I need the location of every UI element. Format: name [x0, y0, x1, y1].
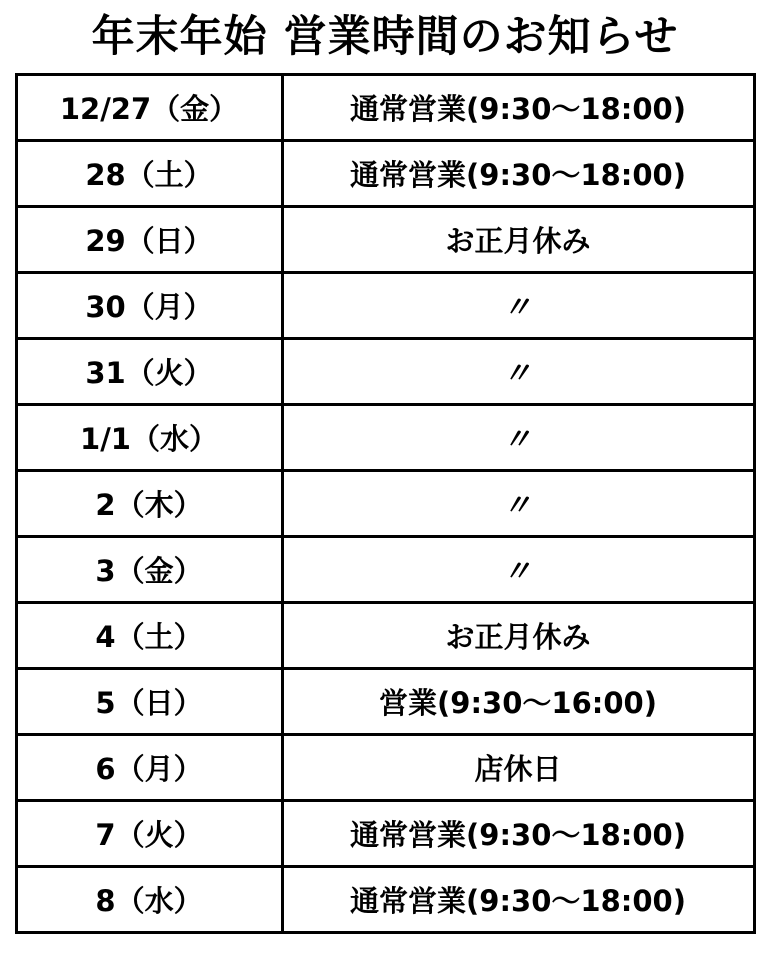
table-row	[16, 339, 754, 405]
cell-status: 通常営業(9:30〜18:00)	[282, 867, 754, 933]
cell-date: 3（金）	[16, 537, 282, 603]
cell-status: 店休日	[282, 735, 754, 801]
cell-date: 8（水）	[16, 867, 282, 933]
cell-date: 6（月）	[16, 735, 282, 801]
cell-date: 30（月）	[16, 273, 282, 339]
cell-date: 5（日）	[16, 669, 282, 735]
table-row	[16, 801, 754, 867]
cell-date: 7（火）	[16, 801, 282, 867]
cell-status: お正月休み	[282, 207, 754, 273]
cell-status: 〃	[282, 405, 754, 471]
table-row	[16, 75, 754, 141]
cell-status: 〃	[282, 273, 754, 339]
cell-status: 通常営業(9:30〜18:00)	[282, 75, 754, 141]
cell-status: お正月休み	[282, 603, 754, 669]
table-row	[16, 669, 754, 735]
table-row	[16, 141, 754, 207]
cell-status: 〃	[282, 339, 754, 405]
table-row	[16, 735, 754, 801]
cell-status: 〃	[282, 537, 754, 603]
cell-status: 通常営業(9:30〜18:00)	[282, 141, 754, 207]
cell-date: 31（火）	[16, 339, 282, 405]
cell-date: 28（土）	[16, 141, 282, 207]
table-row	[16, 207, 754, 273]
cell-date: 4（土）	[16, 603, 282, 669]
table-row	[16, 471, 754, 537]
cell-status: 〃	[282, 471, 754, 537]
table-row	[16, 273, 754, 339]
cell-date: 12/27（金）	[16, 75, 282, 141]
page-title: 年末年始 営業時間のお知らせ	[91, 12, 679, 62]
cell-date: 29（日）	[16, 207, 282, 273]
cell-status: 通常営業(9:30〜18:00)	[282, 801, 754, 867]
cell-date: 1/1（水）	[16, 405, 282, 471]
cell-status: 営業(9:30〜16:00)	[282, 669, 754, 735]
cell-date: 2（木）	[16, 471, 282, 537]
table-row	[16, 537, 754, 603]
business-hours-table	[15, 73, 756, 934]
table-row	[16, 603, 754, 669]
table-row	[16, 405, 754, 471]
table-row	[16, 867, 754, 933]
table-body	[16, 75, 754, 933]
